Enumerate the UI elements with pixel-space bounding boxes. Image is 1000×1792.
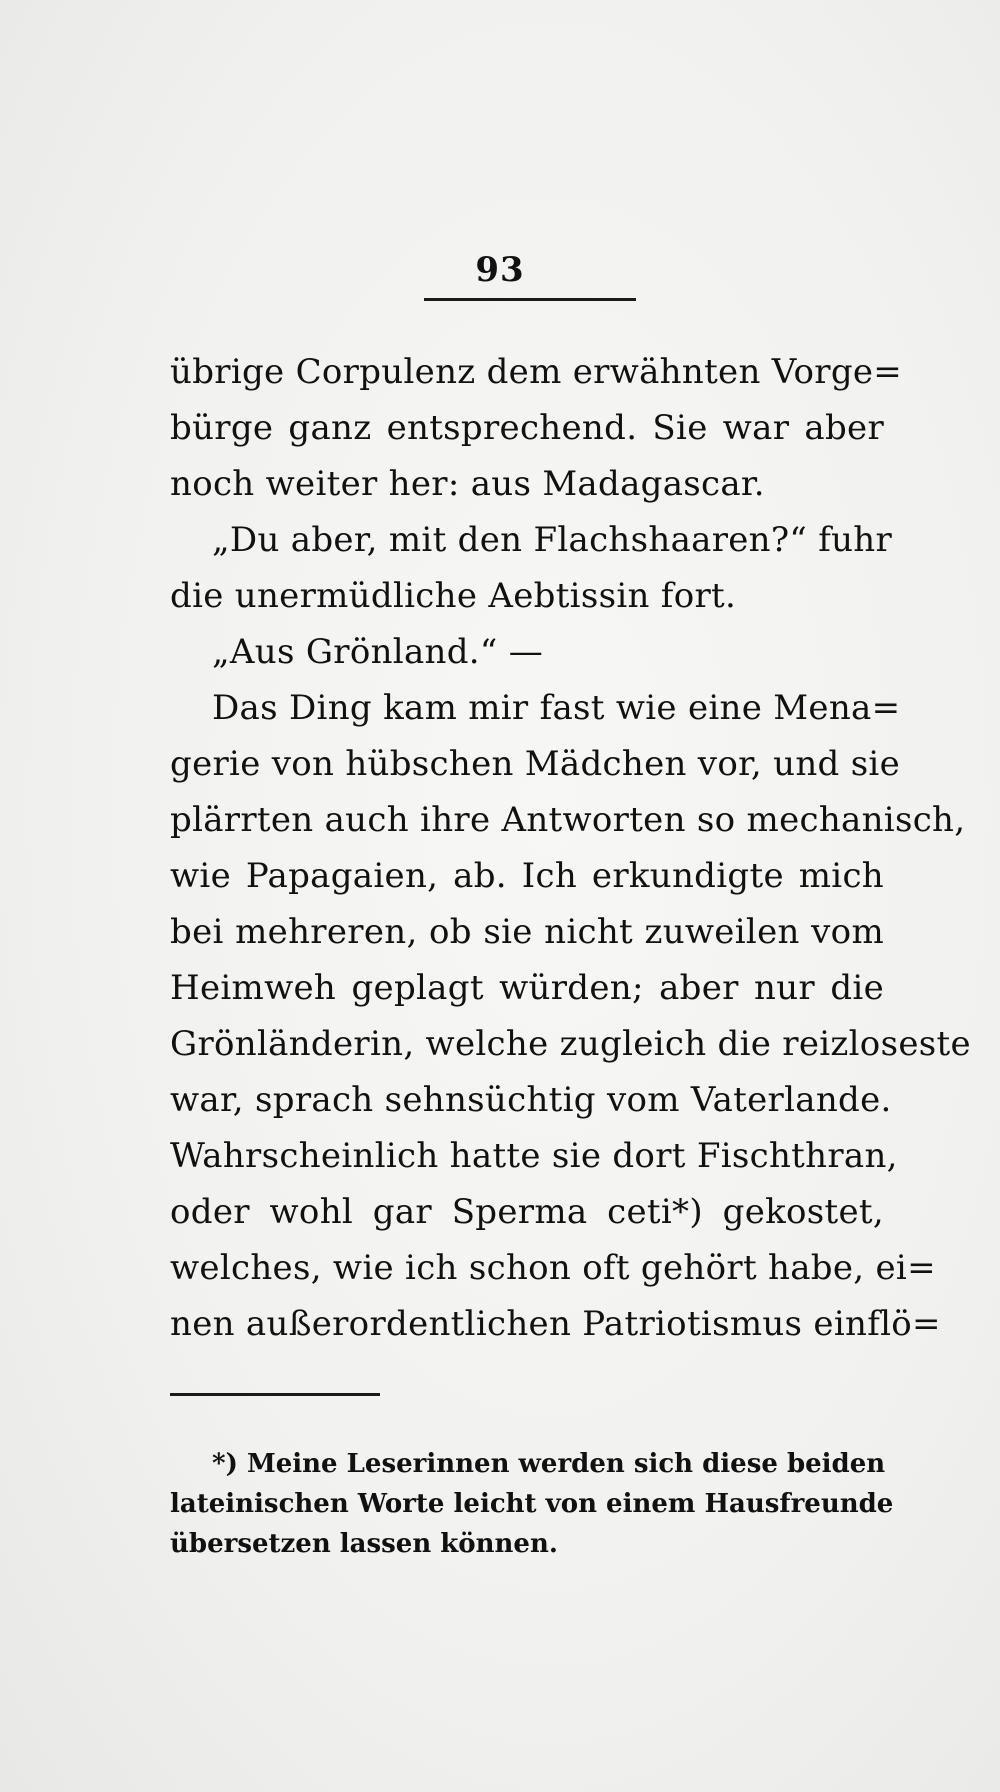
header-rule	[424, 298, 636, 301]
text-line: gerie von hübschen Mädchen vor, und sie	[170, 744, 901, 784]
text-line: bürge ganz entsprechend. Sie war aber	[170, 408, 884, 448]
footnote	[170, 1444, 894, 1564]
text-line: Das Ding kam mir fast wie eine Mena=	[212, 688, 901, 728]
text-line: nen außerordentlichen Patriotismus einflö=	[170, 1304, 941, 1344]
text-line: die unermüdliche Aebtissin fort.	[170, 576, 737, 616]
text-line: Heimweh geplagt würden; aber nur die	[170, 968, 884, 1008]
footnote-line: lateinischen Worte leicht von einem Hausfreunde	[170, 1489, 894, 1519]
footnote-rule	[170, 1393, 380, 1396]
text-line: welches, wie ich schon oft gehört habe, ei=	[170, 1248, 936, 1288]
text-line: noch weiter her: aus Madagascar.	[170, 464, 765, 504]
page-number: 93	[475, 250, 525, 290]
text-line: Grönländerin, welche zugleich die reizloseste	[170, 1024, 971, 1064]
text-line: „Du aber, mit den Flachshaaren?“ fuhr	[212, 520, 893, 560]
body-text	[170, 344, 971, 1352]
text-line: war, sprach sehnsüchtig vom Vaterlande.	[170, 1080, 892, 1120]
footnote-line: *) Meine Leserinnen werden sich diese beiden	[212, 1449, 886, 1479]
text-line: plärrten auch ihre Antworten so mechanisch,	[170, 800, 966, 840]
text-line: oder wohl gar Sperma ceti*) gekostet,	[170, 1192, 884, 1232]
text-line: wie Papagaien, ab. Ich erkundigte mich	[170, 856, 884, 896]
footnote-line: übersetzen lassen können.	[170, 1529, 558, 1559]
text-line: übrige Corpulenz dem erwähnten Vorge=	[170, 352, 903, 392]
text-line: Wahrscheinlich hatte sie dort Fischthran,	[170, 1136, 898, 1176]
text-line: „Aus Grönland.“ —	[212, 632, 544, 672]
text-line: bei mehreren, ob sie nicht zuweilen vom	[170, 912, 884, 952]
